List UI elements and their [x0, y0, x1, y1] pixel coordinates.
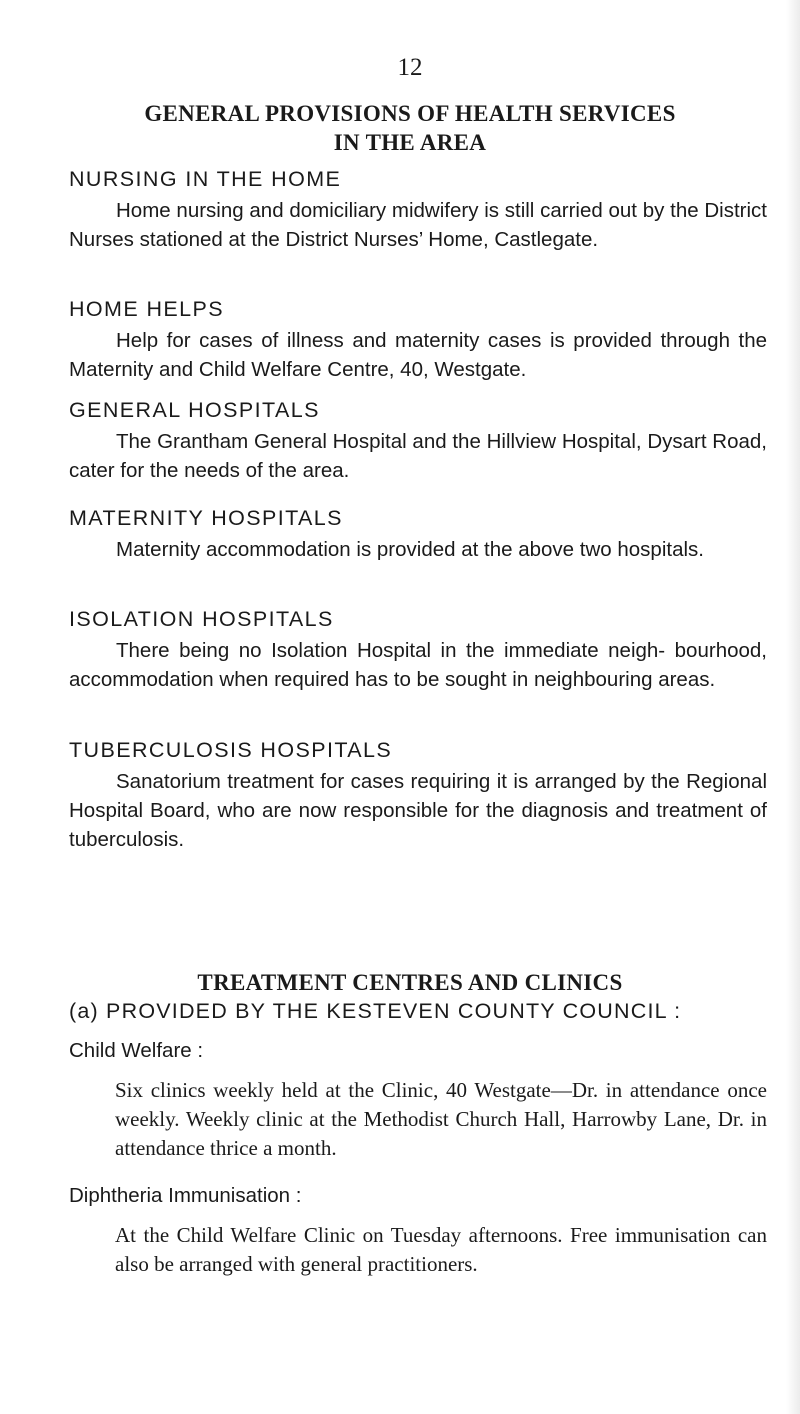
section-heading: MATERNITY HOSPITALS — [69, 506, 343, 530]
child-welfare-label: Child Welfare : — [69, 1039, 204, 1062]
section-body: Home nursing and domiciliary midwifery is still carried out by the District Nurses stationed at the District Nurses’ Home, Castlegate. — [69, 199, 767, 251]
section-body: Sanatorium treatment for cases requiring it is arranged by the Regional Hospital Board, who are now responsible for the diagnosis and treatment of tuberculosis. — [69, 770, 767, 851]
diphtheria-immunisation-label: Diphtheria Immunisation : — [69, 1184, 302, 1207]
section-body: Help for cases of illness and maternity cases is provided through the Maternity and Child Welfare Centre, 40, Westgate. — [69, 329, 767, 381]
page-edge-shadow — [786, 0, 800, 1414]
section-heading: ISOLATION HOSPITALS — [69, 607, 334, 631]
kesteven-council-subheading: (a) PROVIDED BY THE KESTEVEN COUNTY COUNCIL : — [69, 999, 682, 1023]
diphtheria-immunisation-body: At the Child Welfare Clinic on Tuesday afternoons. Free immunisation can also be arranged with general practitioners. — [115, 1223, 767, 1276]
page-number: 12 — [397, 54, 423, 81]
section-heading: NURSING IN THE HOME — [69, 167, 342, 191]
section-body: The Grantham General Hospital and the Hillview Hospital, Dysart Road, cater for the needs of the area. — [69, 430, 767, 482]
section-heading: GENERAL HOSPITALS — [69, 398, 320, 422]
section-nursing-in-the-home — [69, 164, 767, 254]
section-body: Maternity accommodation is provided at the above two hospitals. — [116, 538, 704, 561]
section-isolation-hospitals — [69, 604, 767, 694]
section-heading: TUBERCULOSIS HOSPITALS — [69, 738, 393, 762]
section-heading: HOME HELPS — [69, 297, 224, 321]
section-body: There being no Isolation Hospital in the immediate neigh- bourhood, accommodation when required has to be sought in neighbouring areas. — [69, 639, 767, 691]
child-welfare-body: Six clinics weekly held at the Clinic, 40 Westgate—Dr. in attendance once weekly. Weekly clinic at the Methodist Church Hall, Harrowby Lane, Dr. in attendance thrice a month. — [115, 1078, 767, 1160]
section-home-helps — [69, 294, 767, 384]
section-tuberculosis-hospitals — [69, 735, 767, 854]
section-general-hospitals — [69, 395, 767, 485]
treatment-centres-heading: TREATMENT CENTRES AND CLINICS — [197, 970, 623, 995]
document-title-line-1: GENERAL PROVISIONS OF HEALTH SERVICES — [144, 101, 676, 126]
document-title-line-2: IN THE AREA — [333, 130, 487, 155]
section-maternity-hospitals — [69, 503, 767, 564]
